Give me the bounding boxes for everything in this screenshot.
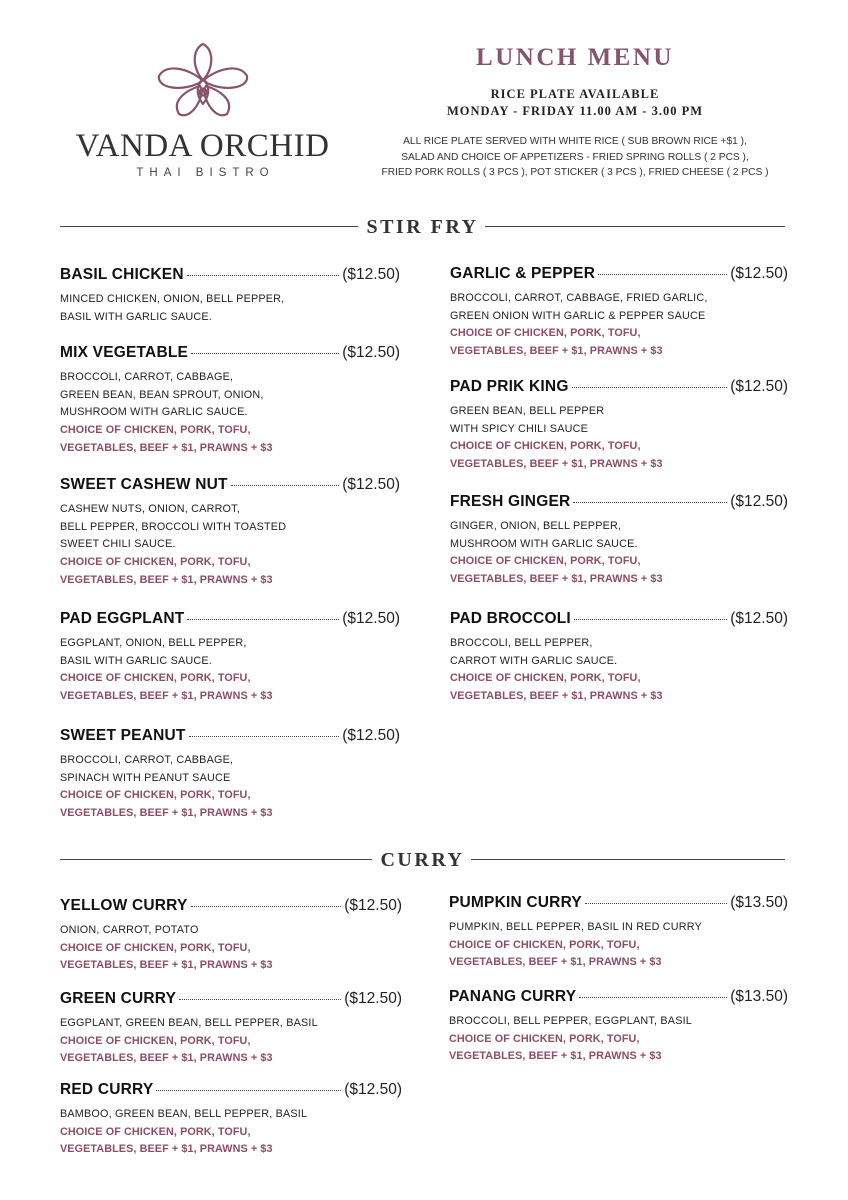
dot-leader: [191, 906, 342, 907]
item-description: [60, 922, 402, 940]
menu-item-basil-chicken: [60, 266, 400, 326]
item-price: ($12.50): [344, 990, 402, 1007]
section-curry: [60, 845, 785, 875]
dot-leader: [585, 903, 727, 904]
item-description: [450, 635, 788, 670]
dot-leader: [179, 999, 341, 1000]
brand-logo: [60, 40, 345, 179]
dot-leader: [574, 619, 727, 620]
menu-item-garlic-pepper: [450, 265, 788, 361]
item-price: ($13.50): [730, 988, 788, 1005]
protein-choice: [450, 325, 788, 360]
menu-item-sweet-peanut: [60, 727, 400, 823]
menu-item-yellow-curry: [60, 897, 402, 975]
dot-leader: [579, 997, 727, 998]
orchid-icon: [153, 40, 253, 122]
description-line: EGGPLANT, ONION, BELL PEPPER,: [60, 637, 247, 649]
item-description: [450, 518, 788, 553]
dot-leader: [573, 502, 727, 503]
choice-line: CHOICE OF CHICKEN, PORK, TOFU,: [60, 941, 251, 954]
menu-item-header: [449, 894, 788, 916]
protein-choice: [60, 422, 400, 457]
item-description: [60, 501, 400, 554]
description-line: BASIL WITH GARLIC SAUCE.: [60, 654, 212, 667]
section-stir-fry: [60, 212, 785, 242]
choice-line: VEGETABLES, BEEF + $1, PRAWNS + $3: [449, 1050, 662, 1063]
item-price: ($13.50): [730, 894, 788, 911]
item-name: PANANG CURRY: [449, 988, 577, 1005]
item-name: GREEN CURRY: [60, 990, 177, 1007]
item-description: [60, 635, 400, 670]
menu-item-header: [449, 988, 788, 1010]
menu-item-header: [60, 990, 402, 1012]
description-line: BASIL WITH GARLIC SAUCE.: [60, 310, 212, 323]
menu-item-panang-curry: [449, 988, 788, 1066]
choice-line: CHOICE OF CHICKEN, PORK, TOFU,: [60, 672, 251, 685]
item-name: PAD BROCCOLI: [450, 610, 571, 627]
choice-line: CHOICE OF CHICKEN, PORK, TOFU,: [450, 440, 641, 453]
choice-line: CHOICE OF CHICKEN, PORK, TOFU,: [450, 672, 641, 685]
item-price: ($12.50): [342, 344, 400, 361]
menu-item-fresh-ginger: [450, 493, 788, 589]
item-description: [450, 403, 788, 438]
item-price: ($12.50): [730, 493, 788, 510]
choice-line: CHOICE OF CHICKEN, PORK, TOFU,: [60, 1125, 251, 1138]
served-note: [360, 134, 790, 181]
item-price: ($12.50): [342, 727, 400, 744]
served-line: FRIED PORK ROLLS ( 3 PCS ), POT STICKER ( 3 PCS ), FRIED CHEESE ( 2 PCS ): [381, 167, 769, 178]
description-line: GREEN BEAN, BELL PEPPER: [450, 405, 605, 417]
item-description: [60, 1015, 402, 1033]
dot-leader: [189, 736, 340, 737]
choice-line: VEGETABLES, BEEF + $1, PRAWNS + $3: [60, 1143, 273, 1156]
divider-line: [485, 226, 785, 227]
item-name: SWEET PEANUT: [60, 727, 186, 744]
description-line: GREEN BEAN, BEAN SPROUT, ONION,: [60, 388, 264, 401]
item-price: ($12.50): [344, 1081, 402, 1098]
item-price: ($12.50): [342, 266, 400, 283]
menu-item-header: [60, 727, 400, 749]
item-name: RED CURRY: [60, 1081, 154, 1098]
item-name: PAD PRIK KING: [450, 378, 569, 395]
item-name: FRESH GINGER: [450, 493, 571, 510]
item-description: [449, 919, 788, 937]
divider-line: [471, 859, 785, 860]
protein-choice: [60, 1124, 402, 1159]
item-price: ($12.50): [730, 265, 788, 282]
menu-item-header: [60, 344, 400, 366]
item-price: ($12.50): [344, 897, 402, 914]
choice-line: VEGETABLES, BEEF + $1, PRAWNS + $3: [60, 441, 273, 454]
section-title: CURRY: [380, 849, 465, 871]
description-line: BELL PEPPER, BROCCOLI WITH TOASTED: [60, 520, 287, 533]
item-price: ($12.50): [730, 610, 788, 627]
dot-leader: [187, 619, 339, 620]
item-name: PAD EGGPLANT: [60, 610, 185, 627]
description-line: PUMPKIN, BELL PEPPER, BASIL IN RED CURRY: [449, 921, 703, 933]
item-price: ($12.50): [342, 476, 400, 493]
description-line: GREEN ONION WITH GARLIC & PEPPER SAUCE: [450, 309, 706, 322]
choice-line: VEGETABLES, BEEF + $1, PRAWNS + $3: [450, 573, 663, 586]
menu-item-pad-eggplant: [60, 610, 400, 706]
menu-item-header: [60, 610, 400, 632]
brand-name: VANDA ORCHID: [75, 128, 330, 164]
item-description: [450, 290, 788, 325]
protein-choice: [450, 670, 788, 705]
item-price: ($12.50): [342, 610, 400, 627]
item-name: MIX VEGETABLE: [60, 344, 189, 361]
choice-line: CHOICE OF CHICKEN, PORK, TOFU,: [450, 327, 641, 340]
menu-item-header: [450, 610, 788, 632]
description-line: BROCCOLI, CARROT, CABBAGE,: [60, 754, 234, 766]
dot-leader: [156, 1090, 341, 1091]
choice-line: CHOICE OF CHICKEN, PORK, TOFU,: [449, 1032, 640, 1045]
description-line: ONION, CARROT, POTATO: [60, 924, 199, 936]
description-line: BROCCOLI, BELL PEPPER,: [450, 637, 593, 649]
item-description: [449, 1013, 788, 1031]
protein-choice: [60, 554, 400, 589]
choice-line: VEGETABLES, BEEF + $1, PRAWNS + $3: [450, 345, 663, 358]
menu-item-header: [60, 897, 402, 919]
menu-title: LUNCH MENU: [476, 44, 674, 71]
item-name: GARLIC & PEPPER: [450, 265, 596, 282]
item-description: [60, 1106, 402, 1124]
menu-item-pad-broccoli: [450, 610, 788, 706]
dot-leader: [187, 275, 340, 276]
item-description: [60, 752, 400, 787]
item-price: ($12.50): [730, 378, 788, 395]
dot-leader: [191, 353, 339, 354]
protein-choice: [449, 937, 788, 972]
menu-item-red-curry: [60, 1081, 402, 1159]
rice-plate-note: RICE PLATE AVAILABLE: [490, 87, 660, 101]
description-line: BAMBOO, GREEN BEAN, BELL PEPPER, BASIL: [60, 1108, 308, 1120]
description-line: SPINACH WITH PEANUT SAUCE: [60, 771, 231, 784]
menu-item-green-curry: [60, 990, 402, 1068]
menu-item-pad-prik-king: [450, 378, 788, 474]
item-name: BASIL CHICKEN: [60, 266, 184, 283]
protein-choice: [60, 670, 400, 705]
menu-item-sweet-cashew-nut: [60, 476, 400, 590]
description-line: EGGPLANT, GREEN BEAN, BELL PEPPER, BASIL: [60, 1017, 318, 1029]
description-line: MUSHROOM WITH GARLIC SAUCE.: [60, 406, 248, 419]
item-description: [60, 291, 400, 326]
menu-item-header: [450, 493, 788, 515]
description-line: WITH SPICY CHILI SAUCE: [450, 422, 588, 435]
menu-item-header: [60, 1081, 402, 1103]
menu-item-mix-vegetable: [60, 344, 400, 458]
item-description: [60, 369, 400, 422]
description-line: CASHEW NUTS, ONION, CARROT,: [60, 503, 240, 515]
choice-line: VEGETABLES, BEEF + $1, PRAWNS + $3: [450, 690, 663, 703]
description-line: MINCED CHICKEN, ONION, BELL PEPPER,: [60, 293, 285, 305]
menu-item-pumpkin-curry: [449, 894, 788, 972]
choice-line: CHOICE OF CHICKEN, PORK, TOFU,: [60, 556, 251, 569]
served-line: ALL RICE PLATE SERVED WITH WHITE RICE ( SUB BROWN RICE +$1 ),: [403, 136, 747, 147]
menu-item-header: [60, 476, 400, 498]
menu-item-header: [450, 378, 788, 400]
description-line: CARROT WITH GARLIC SAUCE.: [450, 654, 618, 667]
menu-header: [360, 44, 790, 181]
choice-line: CHOICE OF CHICKEN, PORK, TOFU,: [60, 424, 251, 437]
choice-line: VEGETABLES, BEEF + $1, PRAWNS + $3: [60, 807, 273, 820]
choice-line: VEGETABLES, BEEF + $1, PRAWNS + $3: [60, 573, 273, 586]
menu-item-header: [450, 265, 788, 287]
dot-leader: [231, 485, 340, 486]
item-name: YELLOW CURRY: [60, 897, 188, 914]
choice-line: VEGETABLES, BEEF + $1, PRAWNS + $3: [60, 1052, 273, 1065]
choice-line: VEGETABLES, BEEF + $1, PRAWNS + $3: [449, 956, 662, 969]
description-line: SWEET CHILI SAUCE.: [60, 538, 176, 551]
hours-note: MONDAY - FRIDAY 11.00 AM - 3.00 PM: [446, 104, 704, 118]
protein-choice: [450, 438, 788, 473]
item-name: PUMPKIN CURRY: [449, 894, 582, 911]
choice-line: CHOICE OF CHICKEN, PORK, TOFU,: [450, 555, 641, 568]
choice-line: CHOICE OF CHICKEN, PORK, TOFU,: [449, 938, 640, 951]
choice-line: VEGETABLES, BEEF + $1, PRAWNS + $3: [60, 959, 273, 972]
choice-line: VEGETABLES, BEEF + $1, PRAWNS + $3: [450, 458, 663, 471]
menu-item-header: [60, 266, 400, 288]
description-line: BROCCOLI, CARROT, CABBAGE, FRIED GARLIC,: [450, 292, 708, 304]
protein-choice: [450, 553, 788, 588]
dot-leader: [598, 274, 727, 275]
description-line: GINGER, ONION, BELL PEPPER,: [450, 520, 622, 532]
section-title: STIR FRY: [366, 216, 479, 238]
description-line: MUSHROOM WITH GARLIC SAUCE.: [450, 537, 638, 550]
choice-line: VEGETABLES, BEEF + $1, PRAWNS + $3: [60, 690, 273, 703]
brand-subtitle: THAI BISTRO: [136, 167, 275, 179]
choice-line: CHOICE OF CHICKEN, PORK, TOFU,: [60, 789, 251, 802]
description-line: BROCCOLI, BELL PEPPER, EGGPLANT, BASIL: [449, 1015, 693, 1027]
choice-line: CHOICE OF CHICKEN, PORK, TOFU,: [60, 1034, 251, 1047]
protein-choice: [60, 1033, 402, 1068]
protein-choice: [60, 940, 402, 975]
protein-choice: [449, 1031, 788, 1066]
dot-leader: [572, 387, 728, 388]
protein-choice: [60, 787, 400, 822]
description-line: BROCCOLI, CARROT, CABBAGE,: [60, 371, 234, 383]
item-name: SWEET CASHEW NUT: [60, 476, 228, 493]
served-line: SALAD AND CHOICE OF APPETIZERS - FRIED SPRING ROLLS ( 2 PCS ),: [401, 151, 749, 163]
